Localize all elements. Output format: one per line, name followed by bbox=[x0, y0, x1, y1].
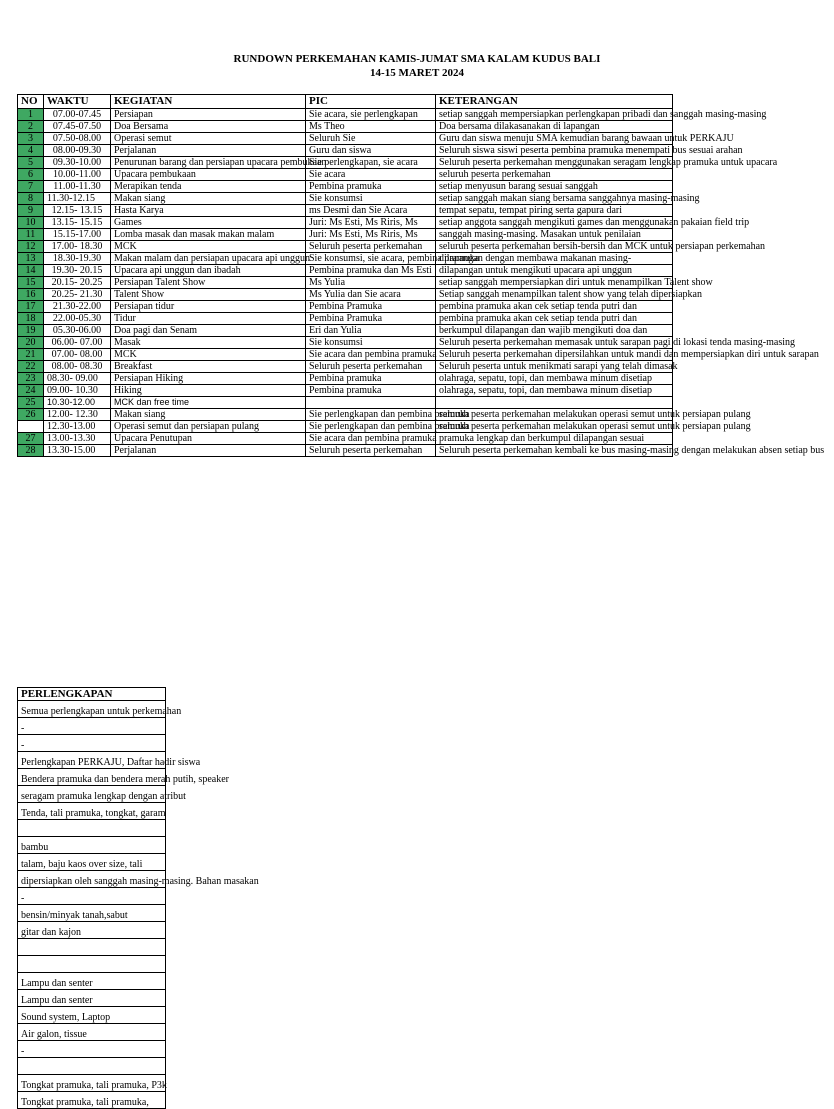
list-item bbox=[18, 752, 166, 769]
activity-cell: Doa pagi dan Senam bbox=[111, 325, 306, 337]
table-row bbox=[18, 361, 673, 373]
activity-cell: Upacara Penutupan bbox=[111, 433, 306, 445]
activity-cell: MCK bbox=[111, 241, 306, 253]
row-number: 7 bbox=[18, 181, 44, 193]
list-item bbox=[18, 854, 166, 871]
activity-cell: Persiapan Hiking bbox=[111, 373, 306, 385]
activity-cell: Persiapan bbox=[111, 109, 306, 121]
pic-cell: Ms Yulia dan Sie acara bbox=[306, 289, 436, 301]
equipment-cell: Semua perlengkapan untuk perkemahan bbox=[18, 701, 166, 718]
note-cell: olahraga, sepatu, topi, dan membawa minum disetiap bbox=[436, 385, 673, 397]
list-item bbox=[18, 1075, 166, 1092]
list-item bbox=[18, 735, 166, 752]
time-cell: 13.15- 15.15 bbox=[44, 217, 111, 229]
table-row bbox=[18, 133, 673, 145]
note-cell: seluruh peserta perkemahan melakukan operasi semut untuk persiapan pulang bbox=[436, 421, 673, 433]
note-cell: Seluruh peserta untuk menikmati sarapi yang telah dimasak bbox=[436, 361, 673, 373]
time-cell: 21.30-22.00 bbox=[44, 301, 111, 313]
time-cell: 12.30-13.00 bbox=[44, 421, 111, 433]
note-cell: Seluruh peserta perkemahan memasak untuk sarapan pagi di lokasi tenda masing-masing bbox=[436, 337, 673, 349]
time-cell: 07.50-08.00 bbox=[44, 133, 111, 145]
time-cell: 12.00- 12.30 bbox=[44, 409, 111, 421]
note-cell: seluruh peserta perkemahan bbox=[436, 169, 673, 181]
note-cell: pramuka lengkap dan berkumpul dilapangan sesuai bbox=[436, 433, 673, 445]
list-item bbox=[18, 1024, 166, 1041]
note-cell: Seluruh peserta perkemahan dipersilahkan untuk mandi dan mempersiapkan diri untuk sarapan bbox=[436, 349, 673, 361]
row-number: 19 bbox=[18, 325, 44, 337]
row-number: 24 bbox=[18, 385, 44, 397]
note-cell: Setiap sanggah menampilkan talent show yang telah dipersiapkan bbox=[436, 289, 673, 301]
row-number: 10 bbox=[18, 217, 44, 229]
row-number: 12 bbox=[18, 241, 44, 253]
time-cell: 12.15- 13.15 bbox=[44, 205, 111, 217]
list-item bbox=[18, 905, 166, 922]
row-number: 11 bbox=[18, 229, 44, 241]
table-row bbox=[18, 325, 673, 337]
row-number: 14 bbox=[18, 265, 44, 277]
list-item bbox=[18, 1041, 166, 1058]
note-cell: pembina pramuka akan cek setiap tenda putri dan bbox=[436, 301, 673, 313]
row-number: 20 bbox=[18, 337, 44, 349]
time-cell: 10.30-12.00 bbox=[44, 397, 111, 409]
equipment-cell bbox=[18, 1058, 166, 1075]
table-row bbox=[18, 241, 673, 253]
row-number: 3 bbox=[18, 133, 44, 145]
column-header-waktu: WAKTU bbox=[44, 95, 111, 109]
pic-cell: Juri: Ms Esti, Ms Riris, Ms bbox=[306, 217, 436, 229]
activity-cell: Persiapan Talent Show bbox=[111, 277, 306, 289]
time-cell: 06.00- 07.00 bbox=[44, 337, 111, 349]
activity-cell: Persiapan tidur bbox=[111, 301, 306, 313]
pic-cell: Ms Yulia bbox=[306, 277, 436, 289]
note-cell: berkumpul dilapangan dan wajib mengikuti doa dan bbox=[436, 325, 673, 337]
pic-cell: Sie konsumsi, sie acara, pembina pramuka bbox=[306, 253, 436, 265]
equipment-cell bbox=[18, 956, 166, 973]
list-item bbox=[18, 1007, 166, 1024]
activity-cell: Perjalanan bbox=[111, 445, 306, 457]
time-cell: 15.15-17.00 bbox=[44, 229, 111, 241]
activity-cell: Games bbox=[111, 217, 306, 229]
time-cell: 07.00-07.45 bbox=[44, 109, 111, 121]
perlengkapan-table bbox=[17, 687, 259, 1109]
time-cell: 17.00- 18.30 bbox=[44, 241, 111, 253]
equipment-cell: bensin/minyak tanah,sabut bbox=[18, 905, 166, 922]
pic-cell: Eri dan Yulia bbox=[306, 325, 436, 337]
row-number bbox=[18, 421, 44, 433]
activity-cell: MCK dan free time bbox=[111, 397, 306, 409]
note-cell: sanggah masing-masing. Masakan untuk penilaian bbox=[436, 229, 673, 241]
note-cell: setiap sanggah makan siang bersama sanggahnya masing-masing bbox=[436, 193, 673, 205]
time-cell: 13.00-13.30 bbox=[44, 433, 111, 445]
pic-cell: Sie acara dan pembina pramuka bbox=[306, 349, 436, 361]
activity-cell: Doa Bersama bbox=[111, 121, 306, 133]
table-row bbox=[18, 265, 673, 277]
column-header-kegiatan: KEGIATAN bbox=[111, 95, 306, 109]
row-number: 16 bbox=[18, 289, 44, 301]
activity-cell: Penurunan barang dan persiapan upacara pembukaan bbox=[111, 157, 306, 169]
equipment-cell: - bbox=[18, 1041, 166, 1058]
list-item bbox=[18, 769, 166, 786]
row-number: 13 bbox=[18, 253, 44, 265]
note-cell: dilapangan untuk mengikuti upacara api unggun bbox=[436, 265, 673, 277]
activity-cell: Talent Show bbox=[111, 289, 306, 301]
equipment-cell bbox=[18, 820, 166, 837]
equipment-cell: Lampu dan senter bbox=[18, 990, 166, 1007]
row-number: 6 bbox=[18, 169, 44, 181]
table-row bbox=[18, 181, 673, 193]
activity-cell: Upacara pembukaan bbox=[111, 169, 306, 181]
pic-cell: Sie acara bbox=[306, 169, 436, 181]
pic-cell: Pembina Pramuka bbox=[306, 313, 436, 325]
pic-cell: Pembina pramuka bbox=[306, 385, 436, 397]
table-row bbox=[18, 157, 673, 169]
pic-cell: Sie perlengkapan dan pembina pramuka bbox=[306, 421, 436, 433]
row-number: 5 bbox=[18, 157, 44, 169]
list-item bbox=[18, 939, 166, 956]
list-item bbox=[18, 871, 166, 888]
list-item bbox=[18, 786, 166, 803]
note-cell: setiap sanggah mempersiapkan perlengkapan pribadi dan sanggah masing-masing bbox=[436, 109, 673, 121]
row-number: 17 bbox=[18, 301, 44, 313]
table-row bbox=[18, 445, 673, 457]
note-cell: seluruh peserta perkemahan bersih-bersih dan MCK untuk persiapan perkemahan bbox=[436, 241, 673, 253]
table-row bbox=[18, 349, 673, 361]
equipment-cell: Tongkat pramuka, tali pramuka, bbox=[18, 1092, 166, 1109]
time-cell: 08.00- 08.30 bbox=[44, 361, 111, 373]
pic-cell: Guru dan siswa bbox=[306, 145, 436, 157]
note-cell: Guru dan siswa menuju SMA kemudian barang bawaan untuk PERKAJU bbox=[436, 133, 673, 145]
pic-cell: Sie perlengkapan, sie acara bbox=[306, 157, 436, 169]
perlengkapan-header: PERLENGKAPAN bbox=[18, 688, 166, 701]
equipment-cell: gitar dan kajon bbox=[18, 922, 166, 939]
equipment-cell bbox=[18, 939, 166, 956]
equipment-cell: - bbox=[18, 718, 166, 735]
table-row bbox=[18, 373, 673, 385]
time-cell: 07.00- 08.00 bbox=[44, 349, 111, 361]
row-number: 23 bbox=[18, 373, 44, 385]
table-row bbox=[18, 121, 673, 133]
table-row bbox=[18, 193, 673, 205]
activity-cell: Breakfast bbox=[111, 361, 306, 373]
document-date: 14-15 MARET 2024 bbox=[370, 67, 464, 79]
pic-cell: Pembina pramuka bbox=[306, 181, 436, 193]
equipment-cell: Tenda, tali pramuka, tongkat, garam bbox=[18, 803, 166, 820]
list-item bbox=[18, 922, 166, 939]
row-number: 9 bbox=[18, 205, 44, 217]
activity-cell: Makan malam dan persiapan upacara api unggun bbox=[111, 253, 306, 265]
activity-cell: Merapikan tenda bbox=[111, 181, 306, 193]
equipment-cell: Air galon, tissue bbox=[18, 1024, 166, 1041]
table-row bbox=[18, 409, 673, 421]
note-cell: olahraga, sepatu, topi, dan membawa minum disetiap bbox=[436, 373, 673, 385]
time-cell: 09.00- 10.30 bbox=[44, 385, 111, 397]
equipment-cell: dipersiapkan oleh sanggah masing-masing. Bahan masakan bbox=[18, 871, 166, 888]
equipment-cell: Sound system, Laptop bbox=[18, 1007, 166, 1024]
time-cell: 20.15- 20.25 bbox=[44, 277, 111, 289]
activity-cell: Lomba masak dan masak makan malam bbox=[111, 229, 306, 241]
note-cell bbox=[436, 397, 673, 409]
note-cell: setiap menyusun barang sesuai sanggah bbox=[436, 181, 673, 193]
note-cell: Seluruh peserta perkemahan menggunakan seragam lengkap pramuka untuk upacara bbox=[436, 157, 673, 169]
pic-cell: Pembina Pramuka bbox=[306, 301, 436, 313]
activity-cell: Upacara api unggun dan ibadah bbox=[111, 265, 306, 277]
table-row bbox=[18, 205, 673, 217]
list-item bbox=[18, 973, 166, 990]
rundown-header-row bbox=[18, 95, 673, 109]
list-item bbox=[18, 1058, 166, 1075]
pic-cell: Seluruh peserta perkemahan bbox=[306, 241, 436, 253]
equipment-cell: - bbox=[18, 735, 166, 752]
activity-cell: Perjalanan bbox=[111, 145, 306, 157]
pic-cell: Seluruh Sie bbox=[306, 133, 436, 145]
list-item bbox=[18, 1092, 166, 1109]
list-item bbox=[18, 701, 166, 718]
column-header-keterangan: KETERANGAN bbox=[436, 95, 673, 109]
table-row bbox=[18, 253, 673, 265]
time-cell: 19.30- 20.15 bbox=[44, 265, 111, 277]
note-cell: Doa bersama dilakasanakan di lapangan bbox=[436, 121, 673, 133]
activity-cell: Hasta Karya bbox=[111, 205, 306, 217]
equipment-cell: seragam pramuka lengkap dengan atribut bbox=[18, 786, 166, 803]
column-header-no: NO bbox=[18, 95, 44, 109]
table-row bbox=[18, 277, 673, 289]
pic-cell: Seluruh peserta perkemahan bbox=[306, 445, 436, 457]
rundown-table bbox=[17, 94, 825, 457]
row-number: 26 bbox=[18, 409, 44, 421]
row-number: 25 bbox=[18, 397, 44, 409]
pic-cell: Pembina pramuka bbox=[306, 373, 436, 385]
table-row bbox=[18, 397, 673, 409]
row-number: 18 bbox=[18, 313, 44, 325]
pic-cell: Sie perlengkapan dan pembina pramuka bbox=[306, 409, 436, 421]
pic-cell: Pembina pramuka dan Ms Esti bbox=[306, 265, 436, 277]
equipment-cell: talam, baju kaos over size, tali bbox=[18, 854, 166, 871]
equipment-cell: Perlengkapan PERKAJU, Daftar hadir siswa bbox=[18, 752, 166, 769]
table-row bbox=[18, 229, 673, 241]
note-cell: pembina pramuka akan cek setiap tenda putri dan bbox=[436, 313, 673, 325]
pic-cell: Sie acara dan pembina pramuka bbox=[306, 433, 436, 445]
row-number: 2 bbox=[18, 121, 44, 133]
pic-cell: Sie konsumsi bbox=[306, 193, 436, 205]
perlengkapan-header-row bbox=[18, 688, 166, 701]
row-number: 8 bbox=[18, 193, 44, 205]
perlengkapan-body bbox=[18, 701, 259, 1109]
pic-cell: Seluruh peserta perkemahan bbox=[306, 361, 436, 373]
table-row bbox=[18, 289, 673, 301]
rundown-body bbox=[18, 109, 825, 457]
pic-cell: ms Desmi dan Sie Acara bbox=[306, 205, 436, 217]
activity-cell: Hiking bbox=[111, 385, 306, 397]
time-cell: 05.30-06.00 bbox=[44, 325, 111, 337]
list-item bbox=[18, 718, 166, 735]
equipment-cell: - bbox=[18, 888, 166, 905]
time-cell: 13.30-15.00 bbox=[44, 445, 111, 457]
time-cell: 11.00-11.30 bbox=[44, 181, 111, 193]
list-item bbox=[18, 820, 166, 837]
activity-cell: Operasi semut bbox=[111, 133, 306, 145]
activity-cell: Operasi semut dan persiapan pulang bbox=[111, 421, 306, 433]
equipment-cell: Tongkat pramuka, tali pramuka, P3k bbox=[18, 1075, 166, 1092]
pic-cell: Sie konsumsi bbox=[306, 337, 436, 349]
note-cell: Seluruh peserta perkemahan kembali ke bus masing-masing dengan melakukan absen setiap bus bbox=[436, 445, 673, 457]
table-row bbox=[18, 145, 673, 157]
table-row bbox=[18, 301, 673, 313]
row-number: 4 bbox=[18, 145, 44, 157]
time-cell: 09.30-10.00 bbox=[44, 157, 111, 169]
note-cell: dilapangan dengan membawa makanan masing- bbox=[436, 253, 673, 265]
row-number: 27 bbox=[18, 433, 44, 445]
list-item bbox=[18, 956, 166, 973]
time-cell: 18.30-19.30 bbox=[44, 253, 111, 265]
activity-cell: MCK bbox=[111, 349, 306, 361]
table-row bbox=[18, 421, 673, 433]
time-cell: 08.30- 09.00 bbox=[44, 373, 111, 385]
activity-cell: Makan siang bbox=[111, 193, 306, 205]
note-cell: Seluruh siswa siswi peserta pembina pramuka menempati bus sesuai arahan bbox=[436, 145, 673, 157]
table-row bbox=[18, 169, 673, 181]
row-number: 28 bbox=[18, 445, 44, 457]
equipment-cell: Bendera pramuka dan bendera merah putih, speaker bbox=[18, 769, 166, 786]
table-row bbox=[18, 313, 673, 325]
table-row bbox=[18, 337, 673, 349]
activity-cell: Makan siang bbox=[111, 409, 306, 421]
activity-cell: Masak bbox=[111, 337, 306, 349]
activity-cell: Tidur bbox=[111, 313, 306, 325]
pic-cell: Sie acara, sie perlengkapan bbox=[306, 109, 436, 121]
equipment-cell: bambu bbox=[18, 837, 166, 854]
row-number: 22 bbox=[18, 361, 44, 373]
pic-cell bbox=[306, 397, 436, 409]
row-number: 15 bbox=[18, 277, 44, 289]
list-item bbox=[18, 837, 166, 854]
note-cell: setiap sanggah mempersiapkan diri untuk menampilkan Talent show bbox=[436, 277, 673, 289]
pic-cell: Ms Theo bbox=[306, 121, 436, 133]
list-item bbox=[18, 888, 166, 905]
list-item bbox=[18, 803, 166, 820]
time-cell: 20.25- 21.30 bbox=[44, 289, 111, 301]
equipment-cell: Lampu dan senter bbox=[18, 973, 166, 990]
time-cell: 11.30-12.15 bbox=[44, 193, 111, 205]
column-header-pic: PIC bbox=[306, 95, 436, 109]
pic-cell: Juri: Ms Esti, Ms Riris, Ms bbox=[306, 229, 436, 241]
list-item bbox=[18, 990, 166, 1007]
table-row bbox=[18, 109, 673, 121]
row-number: 21 bbox=[18, 349, 44, 361]
note-cell: tempat sepatu, tempat piring serta gapura dari bbox=[436, 205, 673, 217]
table-row bbox=[18, 433, 673, 445]
document-title: RUNDOWN PERKEMAHAN KAMIS-JUMAT SMA KALAM KUDUS BALI bbox=[233, 53, 601, 65]
table-row bbox=[18, 217, 673, 229]
table-row bbox=[18, 385, 673, 397]
note-cell: seluruh peserta perkemahan melakukan operasi semut untuk persiapan pulang bbox=[436, 409, 673, 421]
time-cell: 10.00-11.00 bbox=[44, 169, 111, 181]
time-cell: 22.00-05.30 bbox=[44, 313, 111, 325]
time-cell: 07.45-07.50 bbox=[44, 121, 111, 133]
time-cell: 08.00-09.30 bbox=[44, 145, 111, 157]
row-number: 1 bbox=[18, 109, 44, 121]
note-cell: setiap anggota sanggah mengikuti games dan menggunakan pakaian field trip bbox=[436, 217, 673, 229]
